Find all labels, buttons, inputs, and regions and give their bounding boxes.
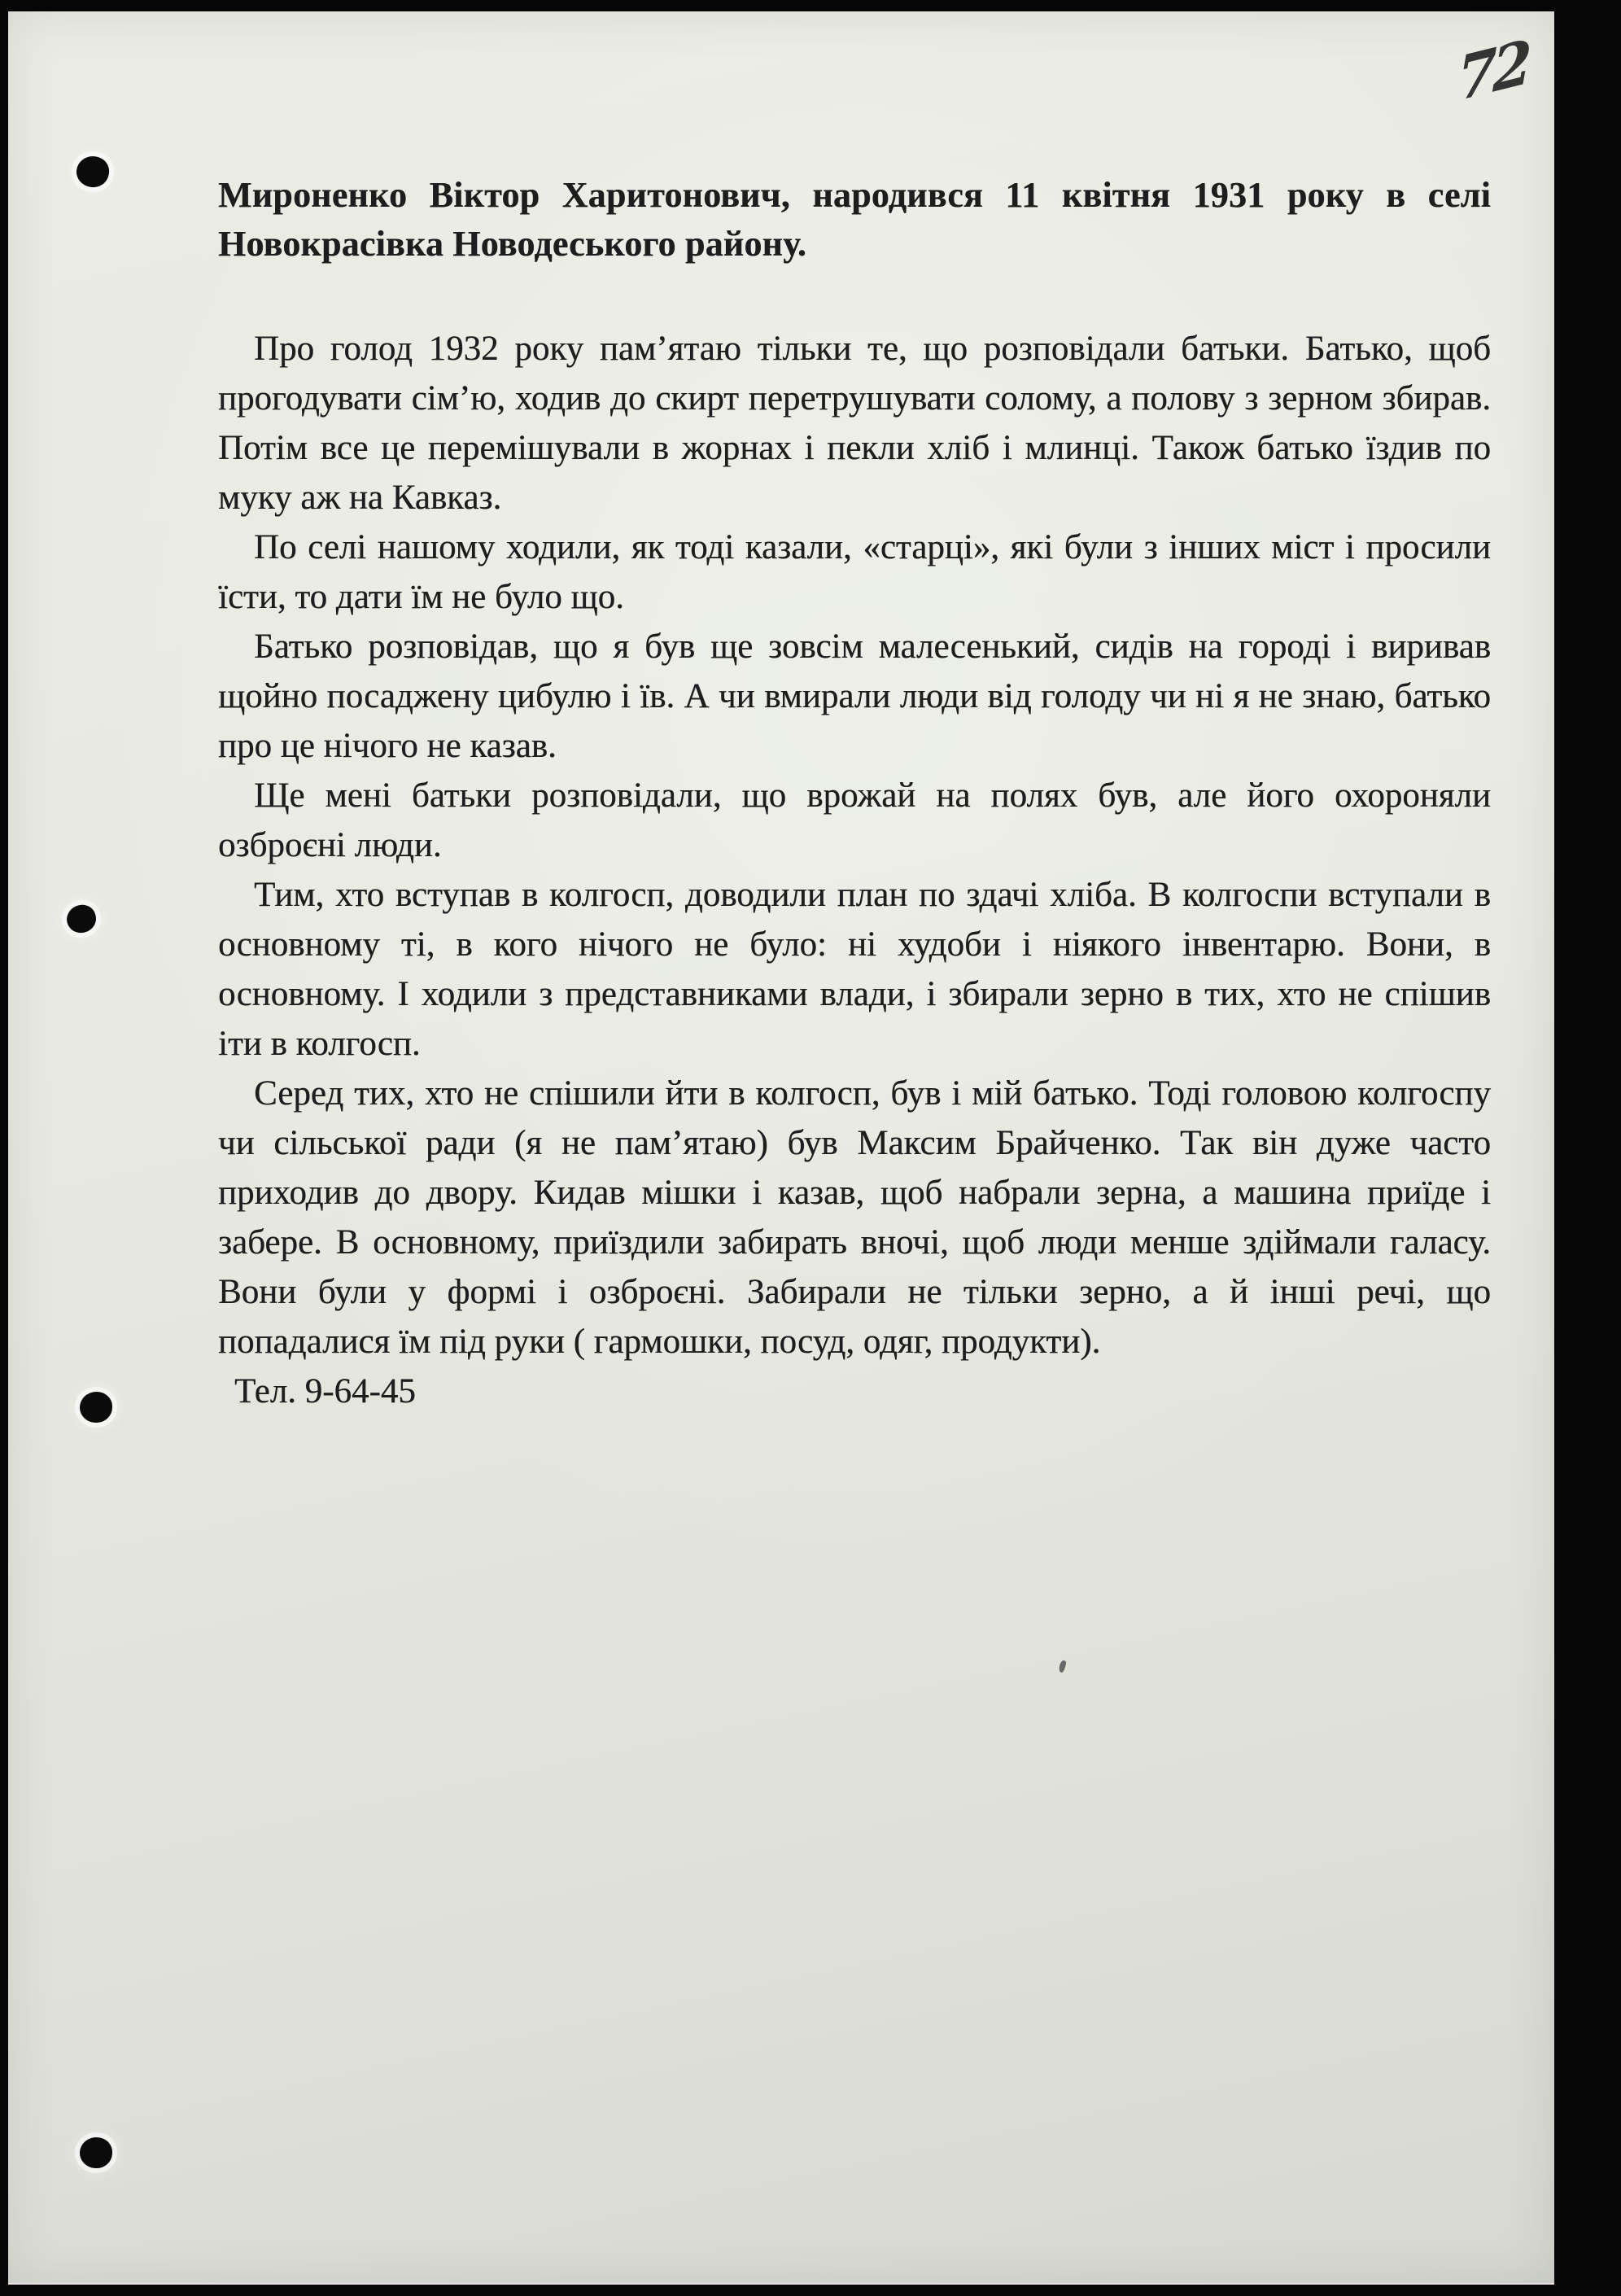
paragraph-list [218, 324, 1491, 1367]
handwritten-page-number: 72 [1457, 26, 1527, 115]
hole-punch [79, 2136, 114, 2170]
paragraph: Тим, хто вступав в колгосп, доводили план по здачі хліба. В колгоспи вступали в основному ті, в кого нічого не було: ні худоби і ніякого інвентарю. Вони, в основному. І ходили з представниками влади, і збирали зерно в тих, хто не спішив іти в колгосп. [218, 876, 1491, 1063]
paper-sheet [8, 11, 1554, 2285]
hole-punch [75, 154, 111, 189]
ink-speck [1058, 1660, 1067, 1673]
phone-line: Тел. 9-64-45 [234, 1372, 416, 1410]
document-header: Мироненко Віктор Харитонович, народився 11 квітня 1931 року в селі Новокрасівка Новодеського району. [218, 175, 1491, 264]
hole-punch [63, 902, 98, 936]
paragraph: Ще мені батьки розповідали, що врожай на полях був, але його охороняли озброєні люди. [218, 776, 1491, 864]
paragraph: Про голод 1932 року пам’ятаю тільки те, що розповідали батьки. Батько, щоб прогодувати сім’ю, ходив до скирт перетрушувати солому, а полову з зерном збирав. Потім все це перемішували в жорнах і пекли хліб і млинці. Також батько їздив по муку аж на Кавказ. [218, 330, 1491, 517]
paragraph: Батько розповідав, що я був ще зовсім малесенький, сидів на городі і виривав щойно посаджену цибулю і їв. А чи вмирали люди від голоду чи ні я не знаю, батько про це нічого не казав. [218, 628, 1491, 765]
paragraph: Серед тих, хто не спішили йти в колгосп, був і мій батько. Тоді головою колгоспу чи сільської ради (я не пам’ятаю) був Максим Брайченко. Так він дуже часто приходив до двору. Кидав мішки і казав, щоб набрали зерна, а машина приїде і забере. В основному, приїздили забирать вночі, щоб люди менше здіймали галасу. Вони були у формі і озброєні. Забирали не тільки зерно, а й інші речі, що попадалися їм під руки ( гармошки, посуд, одяг, продукти). [218, 1074, 1491, 1361]
hole-punch [80, 1392, 112, 1423]
document-text [218, 171, 1491, 1416]
paragraph: По селі нашому ходили, як тоді казали, «старці», які були з інших міст і просили їсти, то дати їм не було що. [218, 528, 1491, 616]
